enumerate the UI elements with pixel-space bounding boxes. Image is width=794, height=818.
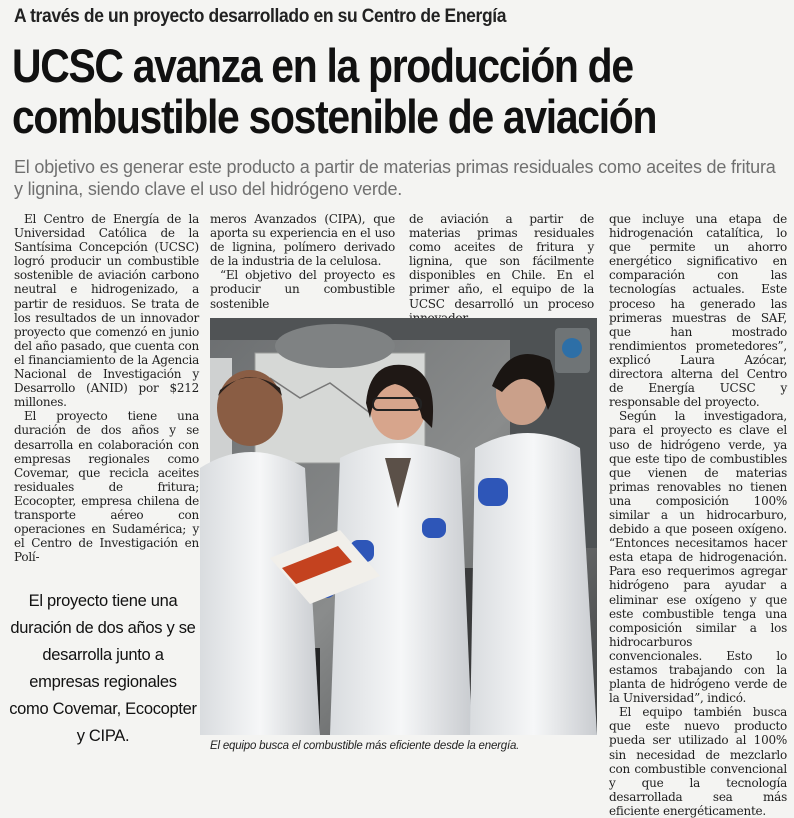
article-kicker: A través de un proyecto desarrollado en su Centro de Energía [14,6,507,27]
pull-quote: El proyecto tiene una duración de dos años y se desarrolla junto a empresas regionales como Covemar, Ecocopter y CIPA. [9,592,197,745]
body-paragraph: El proyecto tiene una duración de dos años y se desarrolla en colaboración con empresas regionales como Covemar, que recicla aceites residuales de fritura; Ecocopter, empresa chilena de transporte aéreo con operaciones en Sudamérica; y el Centro de Investigación en Polí- [14,409,199,565]
body-column-4 [609,212,787,818]
body-paragraph: “El objetivo del proyecto es producir un combustible sostenible [210,268,395,311]
headline-line-1: UCSC avanza en la producción de [12,39,633,92]
body-paragraph: El Centro de Energía de la Universidad Católica de la Santísima Concepción (UCSC) logró producir un combustible sostenible de aviación carbono neutral e hidrogenizado, a partir de residuos. Se trata de los resultados de un innovador proyecto que comenzó en junio del año pasado, que cuenta con el financiamiento de la Agencia Nacional de Investigación y Desarrollo (ANID) por $212 millones. [14,212,199,410]
body-column-2 [210,212,395,312]
headline-line-2: combustible sostenible de aviación [12,90,657,143]
photo-caption: El equipo busca el combustible más eficiente desde la energía. [210,740,520,752]
body-paragraph: que incluye una etapa de hidrogenación catalítica, lo que permite un ahorro energético significativo en comparación con las tecnologías actuales. Este proceso ha generado las primeras muestras de SAF, que han mostrado rendimientos prometedores”, explicó Laura Azócar, directora alterna del Centro de Energía UCSC y responsable del proyecto. [609,212,787,410]
body-paragraph: Según la investigadora, para el proyecto es clave el uso de hidrógeno verde, ya que este tipo de combustibles que vienen de materias primas renovables no tienen una composición 100% similar a un hidrocarburo, debido a que poseen oxígeno. “Entonces necesitamos hacer esta etapa de hidrogenación. Para eso requerimos agregar hidrógeno para ayudar a eliminar ese oxígeno y que este combustible tenga una composición similar a los hidrocarburos convencionales. Esto lo estamos trabajando con la planta de hidrógeno verde de la Universidad”, indicó. [609,409,787,706]
lab-photo-illustration [210,318,597,735]
lab-photo [210,318,597,735]
article-subhead: El objetivo es generar este producto a partir de materias primas residuales como aceites de fritura y lignina, siendo clave el uso del hidrógeno verde. [14,157,776,199]
body-paragraph: meros Avanzados (CIPA), que aporta su experiencia en el uso de lignina, polímero derivado de la industria de la celulosa. [210,212,395,269]
body-column-3 [409,212,594,312]
body-paragraph: El equipo también busca que este nuevo producto pueda ser utilizado al 100% sin necesidad de mezclarlo con combustible convencional y que la tecnología desarrollada sea más eficiente energéticamente. [609,705,787,818]
body-column-1 [14,212,199,565]
body-paragraph: de aviación a partir de materias primas residuales como aceites de fritura y lignina, que son fácilmente disponibles en Chile. En el primer año, el equipo de la UCSC desarrolló un proceso [409,212,594,311]
article-headline [12,40,691,142]
